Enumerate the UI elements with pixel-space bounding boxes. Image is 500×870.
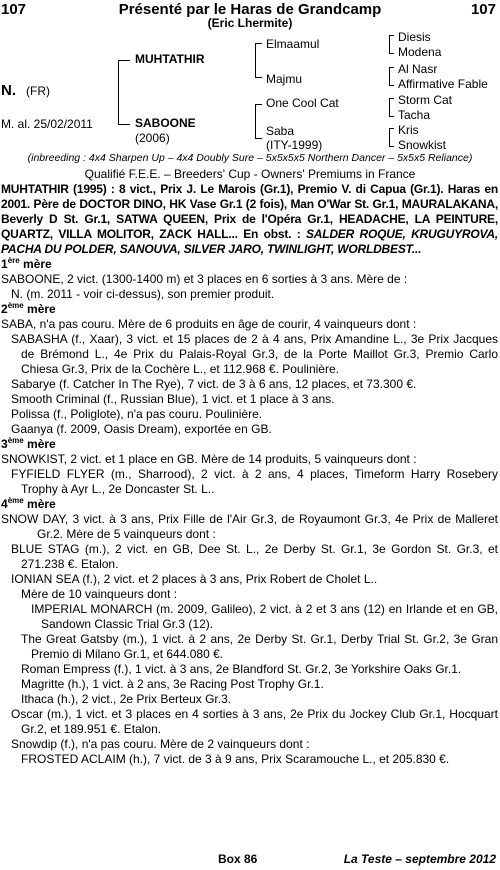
great-grandsire-5: Storm Cat <box>398 93 453 107</box>
m2-line-6: Gaanya (f. 2009, Oasis Dream), exportée en GB. <box>11 422 272 436</box>
section-heading-1: 1ère mère <box>1 256 52 271</box>
dam-year: (2006) <box>135 131 170 145</box>
pedigree-bracket-3b <box>255 138 262 139</box>
m4-line-10: Oscar (m.), 1 vict. et 3 places en 4 sorties à 3 ans, 2e Prix du Jockey Club Gr.1, Hocquart Gr.2, et 189.951 €. Etalon. <box>11 707 498 736</box>
grandsire-2: Majmu <box>266 72 303 86</box>
m1-line-1: SABOONE, 2 vict. (1300-1400 m) et 3 places en 6 sorties à 3 ans. Mère de : <box>1 272 408 286</box>
pedigree-bracket-4a <box>389 35 394 36</box>
pedigree-bracket-5a <box>389 67 394 68</box>
great-grandsire-3: Al Nasr <box>398 62 438 76</box>
section-heading-4: 4ème mère <box>1 496 56 511</box>
pedigree-bracket-3a <box>255 104 262 105</box>
m2-line-5: Polissa (f., Poliglote), n'a pas couru. Poulinière. <box>11 407 263 421</box>
m2-sabasha: SABASHA (f., Xaar), 3 vict. et 15 places de 2 à 4 ans, Prix Amandine L., 3e Prix Jacques de Brémond L., 4e Prix du Palais-Royal Gr.3, de la Porte Maillot Gr.3, Premio Carlo Chiesa Gr.3, Prix de la Cochère L., et 112.968 €. Poulinière. <box>11 332 498 376</box>
m4-line-3: IONIAN SEA (f.), 2 vict. et 2 places à 3 ans, Prix Robert de Cholet L.. <box>11 572 378 586</box>
page-header <box>0 0 500 30</box>
page-footer <box>0 852 500 870</box>
m2-line-3: Sabarye (f. Catcher In The Rye), 7 vict. de 3 à 6 ans, 12 places, et 73.300 €. <box>11 377 417 391</box>
pedigree-bracket-2a <box>255 43 262 44</box>
pedigree-bracket-1 <box>118 60 119 124</box>
m4-line-12: FROSTED ACLAIM (h.), 7 vict. de 3 à 9 ans, Prix Scaramouche L., et 205.830 €. <box>21 752 450 766</box>
great-grandsire-7: Kris <box>398 123 419 137</box>
m3-line-1: SNOWKIST, 2 vict. et 1 place en GB. Mère de 14 produits, 5 vainqueurs dont : <box>1 452 417 466</box>
sale-place-date: La Teste – septembre 2012 <box>343 852 496 866</box>
great-grandsire-1: Diesis <box>398 30 431 44</box>
section-heading-2: 2ème mère <box>1 301 56 316</box>
pedigree-bracket-1b <box>118 124 130 125</box>
sire-paragraph <box>1 182 498 257</box>
grandsire-4-note: (ITY-1999) <box>266 138 323 152</box>
horse-name: N. <box>1 82 16 99</box>
sire-name: MUHTATHIR <box>135 52 205 66</box>
grandsire-1: Elmaamul <box>266 37 320 51</box>
pedigree-bracket-6b <box>389 116 394 117</box>
m4-line-9: Ithaca (h.), 2 vict., 2e Prix Berteux Gr.3. <box>21 692 232 706</box>
m4-line-11: Snowdip (f.), n'a pas couru. Mère de 2 vainqueurs dont : <box>11 737 310 751</box>
m2-line-4: Smooth Criminal (f., Russian Blue), 1 vict. et 1 place à 3 ans. <box>11 392 335 406</box>
pedigree-bracket-2b <box>255 77 262 78</box>
pedigree-bracket-4b <box>389 53 394 54</box>
horse-info: M. al. 25/02/2011 <box>1 117 93 131</box>
m4-line-6: The Great Gatsby (m.), 1 vict. à 2 ans, 2e Derby St. Gr.1, Derby Trial St. Gr.2, 3e Gran Premio di Milano Gr.1, et 644.080 €. <box>21 632 498 661</box>
pedigree-bracket-7 <box>389 128 390 146</box>
great-grandsire-4: Affirmative Fable <box>398 77 488 91</box>
inbreeding-line: (inbreeding : 4x4 Sharpen Up – 4x4 Doubly Sure – 5x5x5x5 Northern Dancer – 5x5x5 Reliance) <box>27 152 473 164</box>
pedigree-body <box>1 182 498 767</box>
m4-line-1: SNOW DAY, 3 vict. à 3 ans, Prix Fille de l'Air Gr.3, de Royaumont Gr.3, 4e Prix de Malleret Gr.2. Mère de 5 vainqueurs dont : <box>1 512 498 541</box>
box-number: Box 86 <box>218 852 258 866</box>
grandsire-4: Saba <box>266 124 295 138</box>
m4-line-4: Mère de 10 vainqueurs dont : <box>21 587 178 601</box>
pedigree-bracket-5b <box>389 85 394 86</box>
dam-name: SABOONE <box>135 116 196 130</box>
m4-line-8: Magritte (h.), 1 vict. à 2 ans, 3e Racing Post Trophy Gr.1. <box>21 677 324 691</box>
great-grandsire-8: Snowkist <box>398 138 447 152</box>
pedigree-bracket-3 <box>255 104 256 138</box>
m2-line-1: SABA, n'a pas couru. Mère de 6 produits en âge de courir, 4 vainqueurs dont : <box>1 317 417 331</box>
great-grandsire-2: Modena <box>398 45 442 59</box>
m4-line-2: BLUE STAG (m.), 2 vict. en GB, Dee St. L., 2e Derby St. Gr.1, 3e Gordon St. Gr.3, et 271.238 €. Etalon. <box>11 542 498 571</box>
m4-line-5: IMPERIAL MONARCH (m. 2009, Galileo), 2 vict. à 2 et 3 ans (12) en Irlande et en GB, Sandown Classic Trial Gr.3 (12). <box>31 602 498 631</box>
pedigree-bracket-6 <box>389 98 390 116</box>
grandsire-3: One Cool Cat <box>266 96 339 110</box>
horse-country: (FR) <box>26 84 50 98</box>
pedigree-bracket-4 <box>389 35 390 53</box>
pedigree-bracket-6a <box>389 98 394 99</box>
pedigree-bracket-2 <box>255 43 256 77</box>
lot-number-right: 107 <box>470 1 496 18</box>
sire-paragraph-obst: SALDER ROQUE, KRUGUYROVA, PACHA DU POLDER, SANOUVA, SILVER JARO, TWINLIGHT, WORLDBEST... <box>1 227 498 256</box>
qualification-line: Qualifié F.E.E. – Breeders' Cup - Owners' Premiums in France <box>84 167 416 181</box>
m3-line-2: FYFIELD FLYER (m., Sharrood), 2 vict. à 2 ans, 4 places, Timeform Harry Rosebery Trophy à Ayr L., 2e Doncaster St. L.. <box>11 467 498 496</box>
pedigree-bracket-5 <box>389 67 390 85</box>
sire-paragraph-text: MUHTATHIR (1995) : 8 vict., Prix J. Le Marois (Gr.1), Premio V. di Capua (Gr.1). Haras en 2001. Père de DOCTOR DINO, HK Vase Gr.1 (2 fois), Man O'War St. Gr.1, MAURALAKANA, Beverly D St. Gr.1, SATWA QUEEN, Prix de l'Opéra Gr.1, HEADACHE, LA PEINTURE, QUARTZ, VILLA MOLITOR, ZACK HALL... En obst. : <box>1 182 498 241</box>
pedigree-table <box>0 30 500 158</box>
pedigree-bracket-7b <box>389 146 394 147</box>
page-title: Présenté par le Haras de Grandcamp <box>118 1 382 18</box>
pedigree-bracket-7a <box>389 128 394 129</box>
pedigree-bracket-1a <box>118 60 130 61</box>
section-heading-3: 3ème mère <box>1 436 56 451</box>
great-grandsire-6: Tacha <box>398 108 431 122</box>
page-subtitle: (Eric Lhermite) <box>207 16 293 30</box>
m4-line-7: Roman Empress (f.), 1 vict. à 3 ans, 2e Blandford St. Gr.2, 3e Yorkshire Oaks Gr.1. <box>21 662 462 676</box>
m1-line-2: N. (m. 2011 - voir ci-dessus), son premier produit. <box>11 287 275 301</box>
lot-number-left: 107 <box>1 1 27 18</box>
